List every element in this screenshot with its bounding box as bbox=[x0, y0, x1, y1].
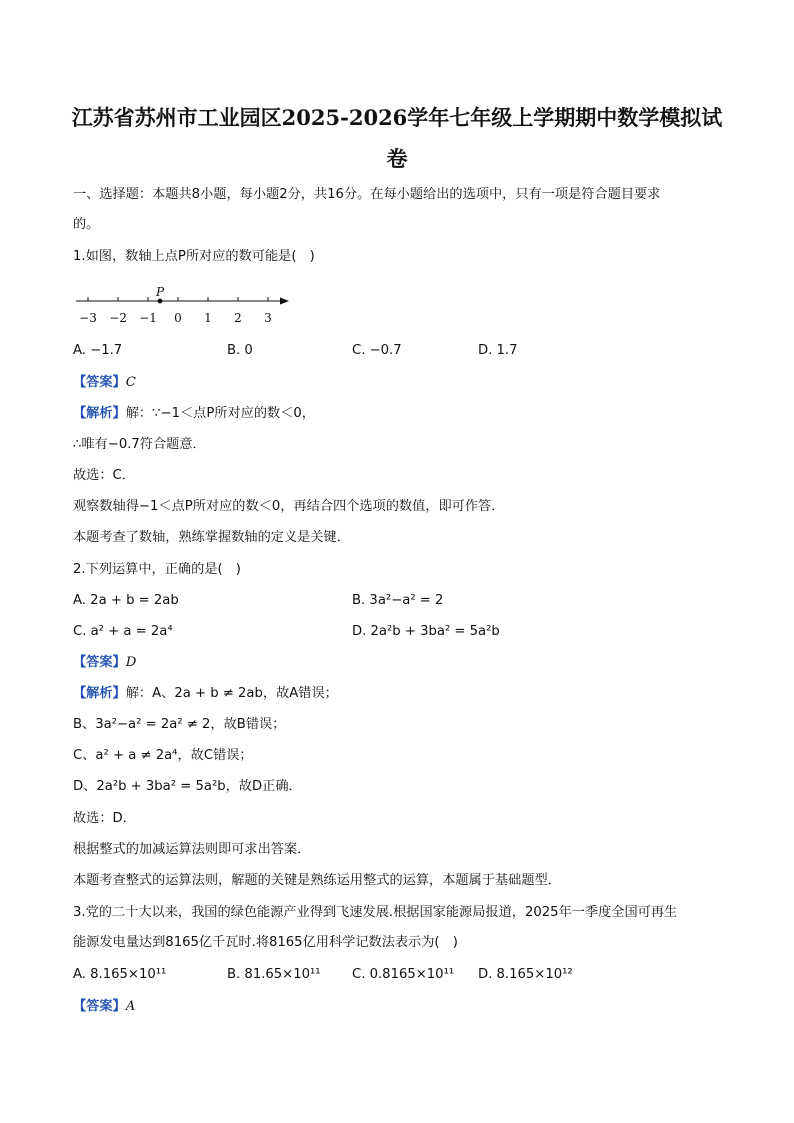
q1-option-a: A. −1.7 bbox=[73, 343, 123, 358]
q2-answer bbox=[73, 654, 136, 672]
number-line-tick-label: 0 bbox=[174, 311, 182, 325]
q2-analysis-line6: 根据整式的加减运算法则即可求出答案． bbox=[73, 842, 311, 857]
answer-tag: 【答案】 bbox=[73, 999, 126, 1014]
q3-answer bbox=[73, 998, 135, 1016]
answer-value: A bbox=[125, 999, 136, 1014]
answer-value: D bbox=[125, 655, 137, 670]
point-p-label: P bbox=[156, 285, 165, 299]
q1-analysis-line5: 本题考查了数轴，熟练掌握数轴的定义是关键． bbox=[73, 530, 350, 545]
q3-stem-line2: 能源发电量达到8165亿千瓦时.将8165亿用科学记数法表示为( ) bbox=[73, 935, 458, 950]
document-title-line2: 卷 bbox=[386, 146, 408, 171]
answer-tag: 【答案】 bbox=[73, 375, 126, 390]
q2-analysis-line7: 本题考查整式的运算法则，解题的关键是熟练运用整式的运算，本题属于基础题型． bbox=[73, 873, 561, 888]
q2-option-d: D. 2a²b + 3ba² = 5a²b bbox=[352, 624, 500, 639]
q2-analysis-line1: 【解析】解：A、2a + b ≠ 2ab，故A错误； bbox=[73, 686, 338, 701]
q2-analysis-line4: D、2a²b + 3ba² = 5a²b，故D正确． bbox=[73, 779, 302, 794]
q3-option-b: B. 81.65×10¹¹ bbox=[227, 967, 321, 982]
q1-option-c: C. −0.7 bbox=[352, 343, 402, 358]
q2-stem: 2.下列运算中，正确的是( ) bbox=[73, 562, 241, 577]
point-p-marker bbox=[158, 299, 163, 304]
q3-option-c: C. 0.8165×10¹¹ bbox=[352, 967, 455, 982]
q2-option-c: C. a² + a = 2a⁴ bbox=[73, 624, 173, 639]
q3-option-a: A. 8.165×10¹¹ bbox=[73, 967, 167, 982]
q3-option-d: D. 8.165×10¹² bbox=[478, 967, 573, 982]
q3-stem-line1: 3.党的二十大以来，我国的绿色能源产业得到飞速发展.根据国家能源局报道，2025年一季度全国可再生 bbox=[73, 905, 678, 920]
q2-analysis-line3: C、a² + a ≠ 2a⁴，故C错误； bbox=[73, 748, 253, 763]
number-line-tick-label: 1 bbox=[204, 311, 212, 325]
q1-analysis-line1: 【解析】解：∵−1＜点P所对应的数＜0， bbox=[73, 406, 315, 421]
q1-analysis-line3: 故选：C． bbox=[73, 468, 135, 483]
number-line-arrow-icon bbox=[280, 298, 289, 305]
number-line-tick-label: 2 bbox=[234, 311, 242, 325]
q1-stem: 1.如图，数轴上点P所对应的数可能是( ) bbox=[73, 249, 315, 264]
q1-option-d: D. 1.7 bbox=[478, 343, 518, 358]
document-title-line1: 江苏省苏州市工业园区2025-2026学年七年级上学期期中数学模拟试 bbox=[71, 105, 723, 130]
number-line-tick-label: −1 bbox=[139, 311, 157, 325]
answer-tag: 【答案】 bbox=[73, 655, 126, 670]
analysis-tag: 【解析】 bbox=[73, 686, 126, 701]
answer-value: C bbox=[125, 375, 136, 390]
q1-number-line bbox=[73, 281, 303, 331]
number-line-tick-label: −2 bbox=[109, 311, 127, 325]
number-line-tick-label: −3 bbox=[79, 311, 97, 325]
q1-option-b: B. 0 bbox=[227, 343, 253, 358]
q2-analysis-line2: B、3a²−a² = 2a² ≠ 2，故B错误； bbox=[73, 717, 286, 732]
q1-analysis-line4: 观察数轴得−1＜点P所对应的数＜0，再结合四个选项的数值，即可作答． bbox=[73, 499, 505, 514]
section-heading-line1: 一、选择题：本题共8小题，每小题2分，共16分。在每小题给出的选项中，只有一项是符合题目要求 bbox=[73, 187, 661, 202]
number-line-tick-label: 3 bbox=[264, 311, 272, 325]
q2-option-b: B. 3a²−a² = 2 bbox=[352, 593, 444, 608]
analysis-tag: 【解析】 bbox=[73, 406, 126, 421]
q1-analysis-line2: ∴唯有−0.7符合题意． bbox=[73, 437, 206, 452]
q2-option-a: A. 2a + b = 2ab bbox=[73, 593, 179, 608]
section-heading bbox=[73, 186, 660, 204]
section-heading-line2: 的。 bbox=[73, 217, 100, 232]
q1-answer bbox=[73, 374, 136, 392]
q2-analysis-line5: 故选：D． bbox=[73, 811, 136, 826]
